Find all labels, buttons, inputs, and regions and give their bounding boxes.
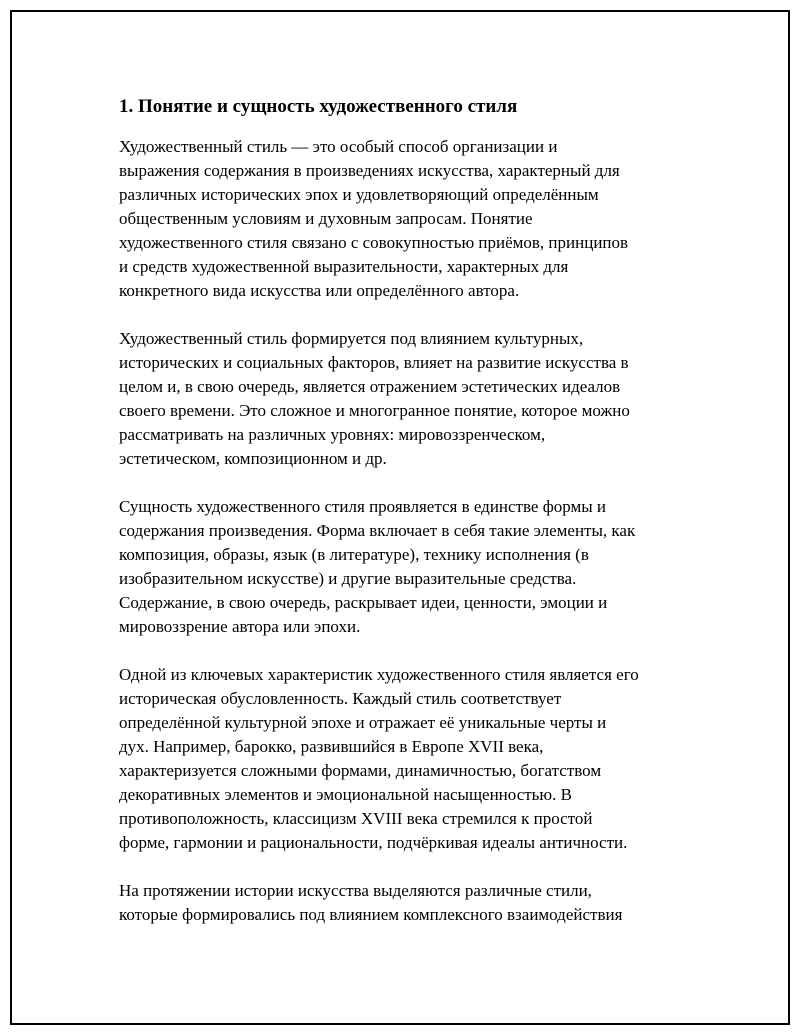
text-line: выражения содержания в произведениях искусства, характерный для [119, 161, 620, 180]
text-line: различных исторических эпох и удовлетворяющий определённым [119, 185, 599, 204]
text-line: На протяжении истории искусства выделяются различные стили, [119, 881, 592, 900]
text-line: дух. Например, барокко, развившийся в Европе XVII века, [119, 737, 544, 756]
text-line: исторических и социальных факторов, влияет на развитие искусства в [119, 353, 629, 372]
text-line: Сущность художественного стиля проявляется в единстве формы и [119, 497, 606, 516]
text-line: Художественный стиль — это особый способ организации и [119, 137, 558, 156]
text-line: конкретного вида искусства или определённого автора. [119, 281, 520, 300]
paragraph [119, 135, 739, 303]
text-line: своего времени. Это сложное и многогранное понятие, которое можно [119, 401, 630, 420]
text-line: Одной из ключевых характеристик художественного стиля является его [119, 665, 639, 684]
text-line: декоративных элементов и эмоциональной насыщенностью. В [119, 785, 572, 804]
text-line: историческая обусловленность. Каждый стиль соответствует [119, 689, 562, 708]
text-line: Содержание, в свою очередь, раскрывает идеи, ценности, эмоции и [119, 593, 608, 612]
paragraph [119, 327, 739, 471]
text-line: определённой культурной эпохе и отражает её уникальные черты и [119, 713, 607, 732]
document-body [119, 95, 739, 951]
paragraph [119, 879, 739, 927]
text-line: которые формировались под влиянием комплексного взаимодействия [119, 905, 623, 924]
text-line: общественным условиям и духовным запросам. Понятие [119, 209, 533, 228]
text-line: противоположность, классицизм XVIII века стремился к простой [119, 809, 593, 828]
text-line: и средств художественной выразительности, характерных для [119, 257, 569, 276]
text-line: Художественный стиль формируется под влиянием культурных, [119, 329, 584, 348]
paragraph [119, 495, 739, 639]
text-line: форме, гармонии и рациональности, подчёркивая идеалы античности. [119, 833, 628, 852]
text-line: эстетическом, композиционном и др. [119, 449, 387, 468]
document-page [10, 10, 790, 1025]
paragraph-list [119, 135, 739, 927]
text-line: целом и, в свою очередь, является отражением эстетических идеалов [119, 377, 621, 396]
text-line: рассматривать на различных уровнях: мировоззренческом, [119, 425, 546, 444]
text-line: композиция, образы, язык (в литературе), технику исполнения (в [119, 545, 589, 564]
section-heading: 1. Понятие и сущность художественного стиля [119, 96, 518, 117]
text-line: характеризуется сложными формами, динамичностью, богатством [119, 761, 602, 780]
text-line: мировоззрение автора или эпохи. [119, 617, 361, 636]
paragraph [119, 663, 739, 855]
text-line: содержания произведения. Форма включает в себя такие элементы, как [119, 521, 636, 540]
text-line: изобразительном искусстве) и другие выразительные средства. [119, 569, 577, 588]
text-line: художественного стиля связано с совокупностью приёмов, принципов [119, 233, 629, 252]
